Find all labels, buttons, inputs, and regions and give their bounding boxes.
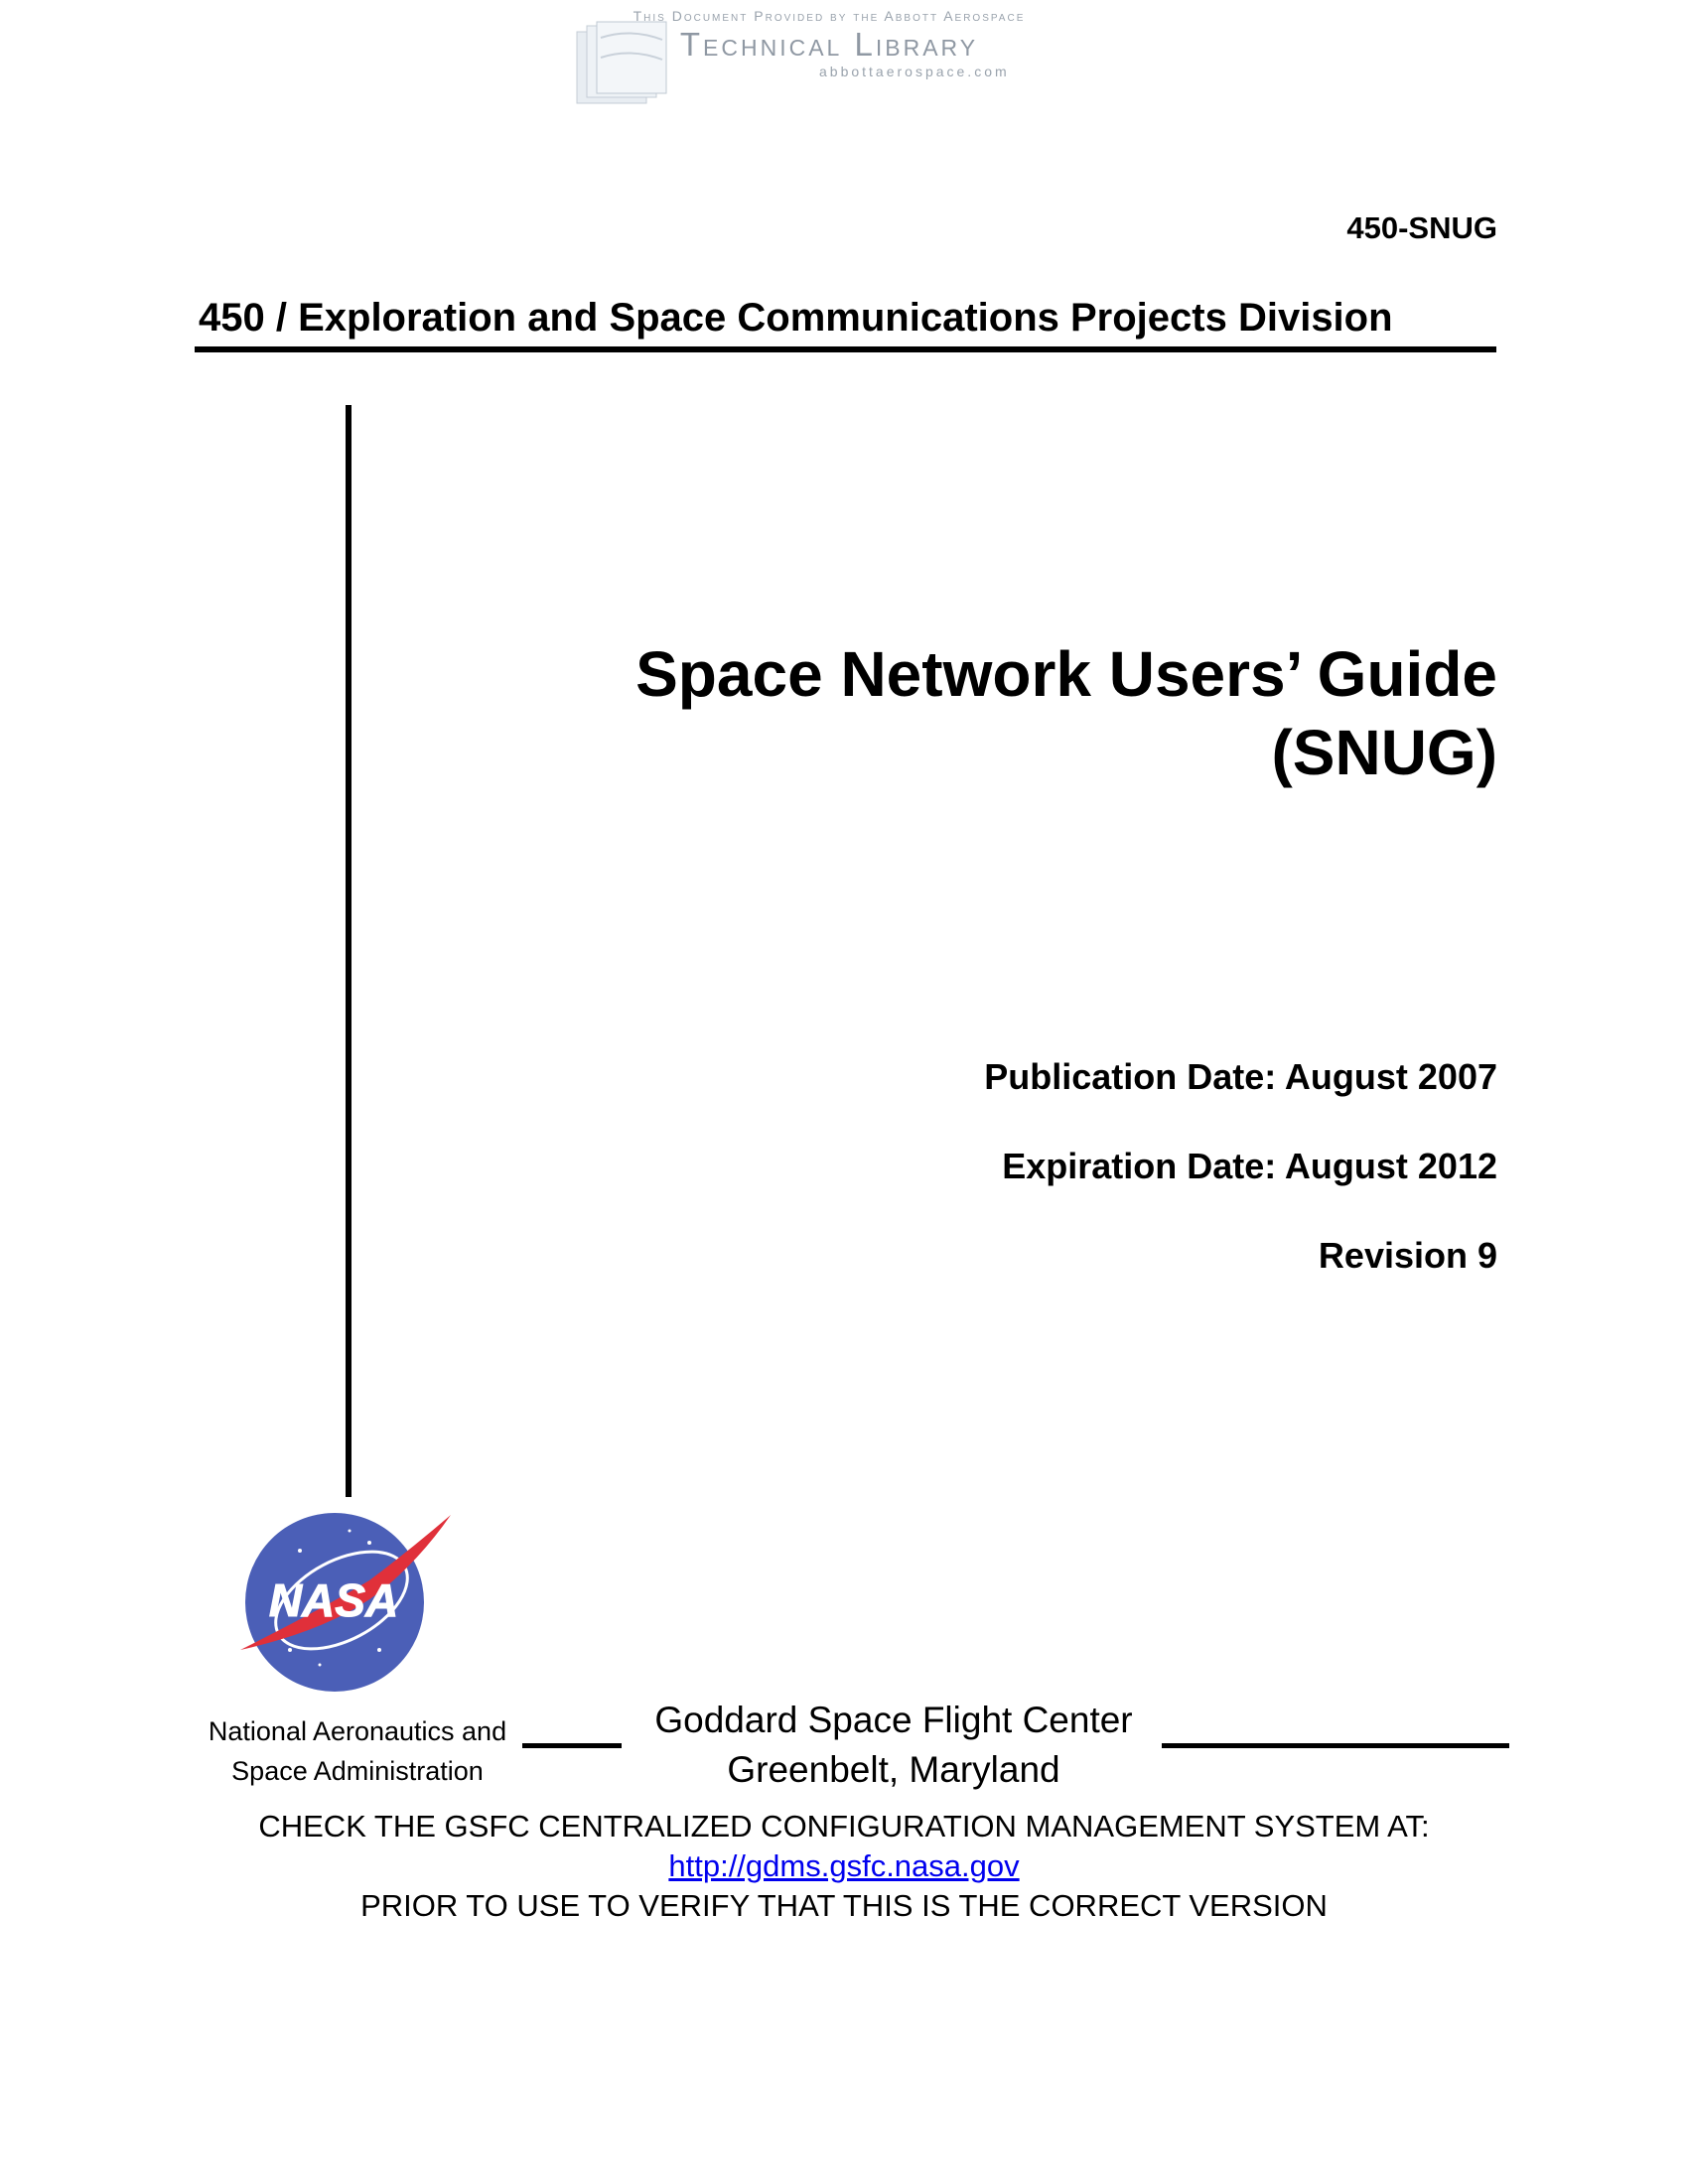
watermark-provider-text: This Document Provided by the Abbott Aerospace <box>633 8 1026 24</box>
watermark-website: abbottaerospace.com <box>819 64 1010 79</box>
document-id: 450-SNUG <box>1346 210 1497 245</box>
watermark-banner <box>571 4 1087 113</box>
agency-line-2: Space Administration <box>231 1756 484 1786</box>
agency-name <box>189 1711 526 1791</box>
document-title <box>504 635 1497 792</box>
header-rule <box>195 346 1496 352</box>
title-line-1: Space Network Users’ Guide <box>635 638 1497 710</box>
agency-line-1: National Aeronautics and <box>208 1716 507 1746</box>
cm-notice-link-row <box>149 1848 1539 1884</box>
nasa-logo-icon <box>230 1501 459 1696</box>
publication-date: Publication Date: August 2007 <box>984 1056 1497 1097</box>
footer-rule-left <box>522 1743 622 1748</box>
division-heading: 450 / Exploration and Space Communications Projects Division <box>199 296 1393 340</box>
expiration-date: Expiration Date: August 2012 <box>1002 1146 1497 1186</box>
center-name: Goddard Space Flight Center <box>654 1700 1133 1740</box>
center-city: Greenbelt, Maryland <box>727 1749 1060 1790</box>
watermark-library-title: Technical Library <box>679 26 979 63</box>
revision-number: Revision 9 <box>1318 1235 1497 1276</box>
cm-notice-line-1: CHECK THE GSFC CENTRALIZED CONFIGURATION MANAGEMENT SYSTEM AT: <box>258 1809 1430 1843</box>
footer-rule-right <box>1162 1743 1509 1748</box>
center-location <box>616 1696 1172 1795</box>
title-line-2: (SNUG) <box>1271 717 1497 788</box>
vertical-rule <box>346 405 352 1497</box>
gdms-link[interactable]: http://gdms.gsfc.nasa.gov <box>668 1848 1020 1883</box>
cm-notice-line-3: PRIOR TO USE TO VERIFY THAT THIS IS THE CORRECT VERSION <box>360 1888 1328 1923</box>
nasa-logo-text: NASA <box>268 1574 399 1626</box>
